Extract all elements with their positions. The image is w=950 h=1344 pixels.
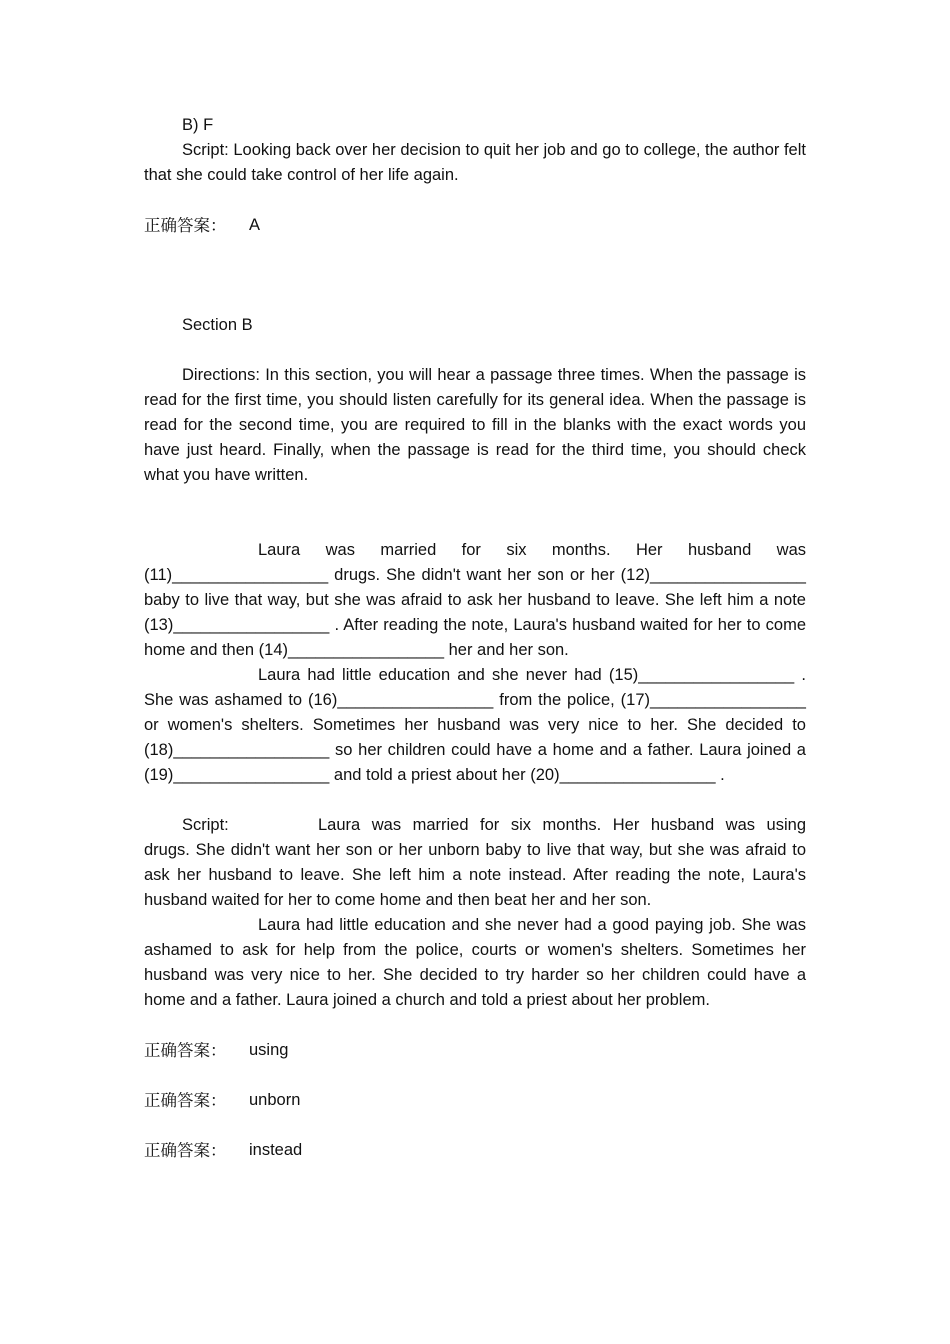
script-first-line-text: Laura was married for six months. Her husband was using bbox=[318, 816, 806, 834]
section-title: Section B bbox=[182, 316, 253, 334]
option-b: B) F bbox=[182, 116, 214, 134]
script-first-line bbox=[144, 813, 806, 838]
answer-value: instead bbox=[249, 1141, 303, 1159]
answer-value: A bbox=[249, 216, 261, 234]
correct-answer-row bbox=[144, 1038, 806, 1063]
answer-label: 正确答案： bbox=[144, 1091, 227, 1110]
question-script: Script: Looking back over her decision to quit her job and go to college, the author felt that she could take control of her life again. bbox=[144, 141, 806, 184]
answer-value: using bbox=[249, 1041, 289, 1059]
passage-paragraph-1: Laura was married for six months. Her husband was (11)_________________ drugs. She didn't want her son or her (12)_________________ baby to live that way, but she was afraid to ask her husband to leave. She left him a note (13)_________________ . After reading the note, Laura's husband waited for her to come home and then (14)_________________ her and her son. bbox=[144, 541, 806, 659]
document-page bbox=[144, 113, 806, 1163]
directions: Directions: In this section, you will hear a passage three times. When the passage is read for the first time, you should listen carefully for its general idea. When the passage is read for the second time, you are required to fill in the blanks with the exact words you have just heard. Finally, when the passage is read for the third time, you should check what you have written. bbox=[144, 366, 806, 484]
correct-answer-row bbox=[144, 1138, 806, 1163]
script-paragraph-1: drugs. She didn't want her son or her unborn baby to live that way, but she was afraid to ask her husband to leave. She left him a note instead. After reading the note, Laura's husband waited for her to come home and then beat her and her son. bbox=[144, 841, 806, 909]
correct-answer-row bbox=[144, 1088, 806, 1113]
script-label: Script: bbox=[182, 816, 229, 834]
script-paragraph-2: Laura had little education and she never had a good paying job. She was ashamed to ask for help from the police, courts or women's shelters. Sometimes her husband was very nice to her. She decided to try harder so her children could have a home and a father. Laura joined a church and told a priest about her problem. bbox=[144, 916, 806, 1009]
answer-label: 正确答案： bbox=[144, 1141, 227, 1160]
correct-answer-row bbox=[144, 213, 806, 238]
passage-paragraph-2: Laura had little education and she never had (15)_________________ . She was ashamed to (16)_________________ from the police, (17)_________________ or women's shelters. Sometimes her husband was very nice to her. She decided to (18)_________________ so her children could have a home and a father. Laura joined a (19)_________________ and told a priest about her (20)_________________ . bbox=[144, 666, 806, 784]
answer-label: 正确答案： bbox=[144, 216, 227, 235]
answer-value: unborn bbox=[249, 1091, 301, 1109]
answer-label: 正确答案： bbox=[144, 1041, 227, 1060]
